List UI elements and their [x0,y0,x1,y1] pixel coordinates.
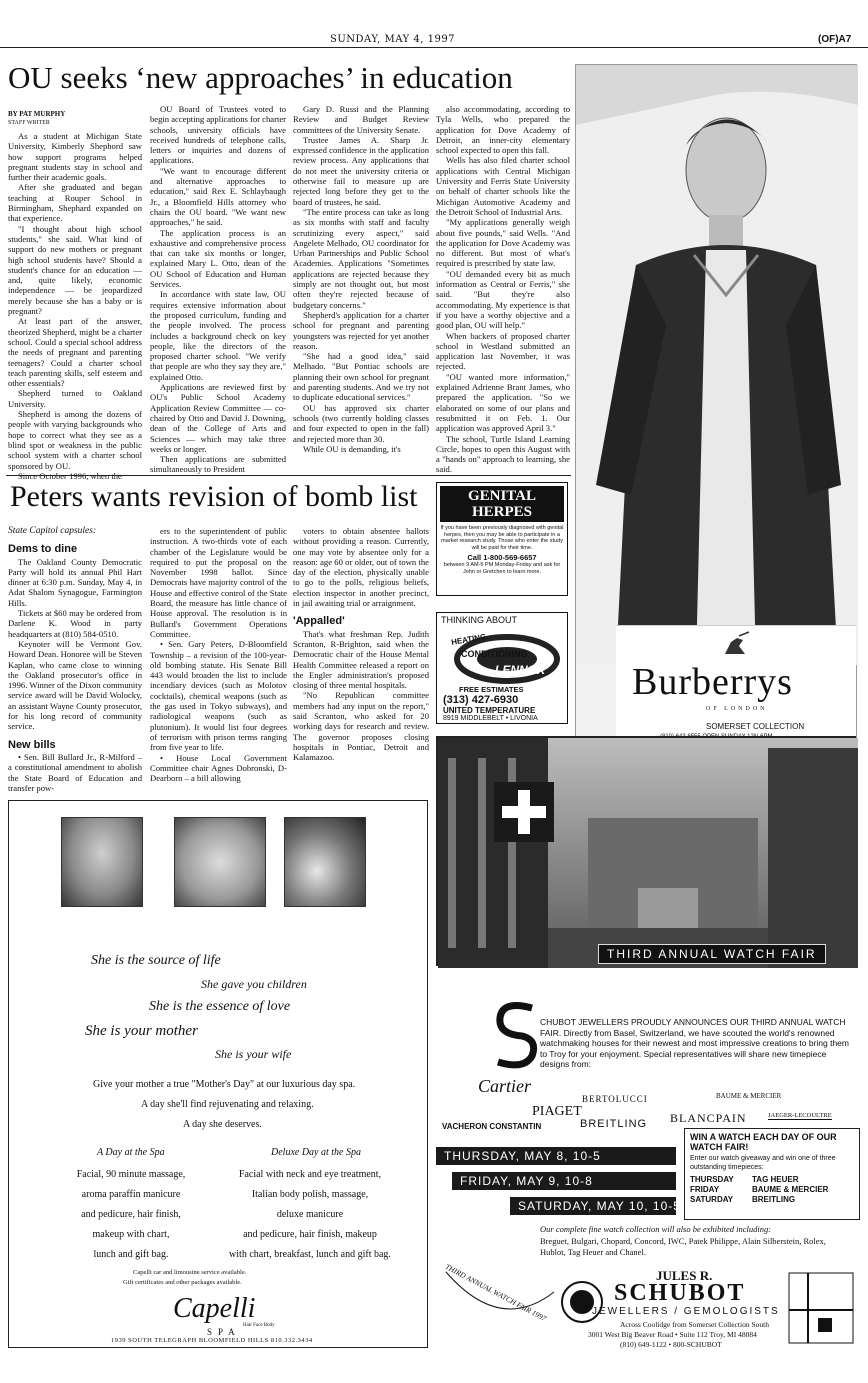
package-item: and pedicure, hair finish, makeup [243,1229,377,1240]
herpes-ad [436,482,568,596]
swiss-street-illustration [438,738,858,968]
package-item: makeup with chart, [92,1229,170,1240]
capelli-logo-sub: Hair Face Body [243,1323,275,1328]
poem-line-4: She is your mother [85,1023,198,1039]
headline-bomb-list: Peters wants revision of bomb list [10,480,418,513]
paragraph: OU Board of Trustees voted to begin accepting applications for charter schools, university officials have received hundreds of telephone calls, letters or inquiries and dozens of applications. [150,104,287,166]
paragraph: • Sen. Bill Bullard Jr., R-Milford – a constitutional amendment to abolish the State Board of Education and transfer pow- [8,751,142,793]
brand-blancpain: BLANCPAIN [670,1111,747,1125]
lennox-ad [436,612,568,724]
swiss-cross-icon [494,782,554,842]
paragraph: Keynoter will be Vermont Gov. Howard Dean. Honoree will be Steven Kaplan, who came close to winning the Oakland prosecutor's office in 1996. Winner of the Dixon community service award will be David Wolocky, an assistant Wayne County prosecutor, for his long record of community service. [8,638,142,732]
brand-jaeger: JAEGER-LECOULTRE [768,1112,832,1119]
package-item: Italian body polish, massage, [251,1189,369,1200]
paragraph: The school, Turtle Island Learning Circle, hopes to open this August with a "hands on" approach to learning, she said. [436,433,570,475]
package-item: and pedicure, hair finish, [81,1209,181,1220]
win-a-watch-box [684,1128,860,1220]
store-name-top: JULES R. [656,1268,713,1283]
paragraph: • House Local Government Committee chair Agnes Dobronski, D-Dearborn – a bill allowing [150,752,287,784]
article2-col-1 [8,526,142,836]
spa-fine-1: Capelli car and limousine service available. [133,1269,247,1276]
paragraph: "OU demanded every bit as much information as Central or Ferris," she said. "But they're also accommodating. My experience is that if you have a worthy objective and a good plan, OU will help." [436,268,570,331]
article2-col-3 [293,526,429,836]
paragraph: That's what freshman Rep. Judith Scranton, R-Brighton, said when the Democratic chair of the House Mental Health Committee released a report on the Engler administration's proposed closing of three mental hospitals. [293,628,429,691]
paragraph: The application process is an exhaustive and comprehensive process that can take six months or longer, explained Mary L. Otto, dean of the OU School of Education and Human Services. [150,227,286,290]
capitol-capsules-kicker: State Capitol capsules: [8,526,97,536]
article1-col-4 [436,104,570,475]
poem-line-2: She gave you children [201,977,307,991]
pkg2-list [205,1165,415,1265]
brand-bertolucci: BERTOLUCCI [582,1094,648,1104]
subhead: New bills [8,738,56,751]
article1-col-2 [150,104,287,475]
prize-brand: BREITLING [752,1195,796,1204]
date-friday: FRIDAY, MAY 9, 10-8 [452,1172,676,1190]
paragraph: After she graduated and began teaching at Rouper School in Birmingham, Shephard expanded on that experience. [8,182,142,224]
package-item: Facial, 90 minute massage, [76,1169,186,1180]
paragraph: ers to the superintendent of public instruction. A two-thirds vote of each chamber of the Legislature would be required to put the proposal on the November 1998 ballot. Since Democrats have majority control of the House and effective control of the State Board, the measure has little chance of House approval. The resolution is in Bullard's Government Operations Committee. [150,526,287,639]
page-number: (OF)A7 [818,34,852,45]
horse-knight-icon [721,632,751,658]
prize-row [690,1195,854,1205]
burberrys-sub: OF LONDON [706,706,768,712]
brand-breitling: BREITLING [580,1118,648,1130]
collection-brands: Breguet, Bulgari, Chopard, Concord, IWC, Patek Philippe, Alain Silberstein, Rolex, Hublot, Tag Heuer and Chanel. [540,1236,826,1257]
prize-day: SATURDAY [690,1195,734,1204]
date-thursday: THURSDAY, MAY 8, 10-5 [436,1147,676,1165]
lennox-company: UNITED TEMPERATURE [443,706,536,715]
herpes-title-2: HERPES [471,504,532,520]
paragraph: also accommodating, according to Tyla Wells, who prepared the application for Dove Academy of Detroit, an inner-city elementary school expected to open this fall. [436,104,570,156]
spa-photo-3 [284,817,366,907]
paragraph: Applications are reviewed first by OU's Public School Academy Application Review Committee — co-chaired by Otto and David J. Downing, dean of the College of Arts and Sciences — which may take three weeks or longer. [150,382,286,454]
paragraph: Shepherd turned to Oakland University. [8,388,142,409]
paragraph: voters to obtain absentee ballots without providing a reason. Currently, one may vote by absentee only for a reason: age 60 or older, out of town the day of the election, physically unable to go to the polls, religious beliefs, election inspector in another precinct, in jail awaiting trial or arraignment. [293,526,429,609]
prize-day: FRIDAY [690,1185,720,1194]
capelli-spa-ad [8,800,428,1348]
stamp-text: THIRD ANNUAL WATCH FAIR 1997 [443,1262,548,1323]
package-item: lunch and gift bag. [93,1249,169,1260]
lennox-brand: LENNOX [495,663,546,677]
paragraph: "I thought about high school students," she said. What kind of support do new mothers or pregnant high school students have? Should a student's chance for an education — and, quite likely, economic independence — be jeopardized merely because she has a baby or is pregnant? [8,223,142,317]
spa-photo-1 [61,817,143,907]
schubot-s-monogram-icon [492,1000,540,1070]
paragraph: At least part of the answer, theorized Shepherd, might be a charter school. Could a special school address the needs of pregnant and parenting teenagers? Could a charter school teach parenting skills, self esteem and other essentials? [8,316,142,389]
prize-row [690,1185,854,1195]
subhead: 'Appalled' [293,615,345,628]
section-rule [6,475,571,476]
package-item: Facial with neck and eye treatment, [238,1169,382,1180]
package-item: with chart, breakfast, lunch and gift bag. [229,1249,391,1260]
model-photo [576,65,858,665]
brand-cartier: Cartier [478,1076,532,1096]
herpes-hours: between 9 AM-5 PM Monday-Friday and ask for John or Gretchen to learn more. [443,562,561,575]
poem-line-3: She is the essence of love [149,999,291,1014]
package-item: aroma paraffin manicure [81,1189,181,1200]
paragraph: "She had a good idea," said Melhado. "But Pontiac schools are planning their own school for pregnant and parenting students. And we try not to duplicate educational services." [293,351,429,403]
article1-col-3 [293,104,429,468]
paragraph: "No Republican committee members had any input on the report," said Scranton, who asked for 20 working days for research and review. The governor proposes closing hospitals in Pontiac, Detroit and Kalamazoo. [293,690,429,763]
date-saturday: SATURDAY, MAY 10, 10-5 [510,1197,676,1215]
lennox-phone: (313) 427-6930 [443,694,519,706]
prize-brand: BAUME & MERCIER [752,1185,829,1194]
byline-role: STAFF WRITER [8,120,50,126]
headline-ou-charter: OU seeks ‘new approaches’ in education [8,60,513,95]
article1-col-1 [8,110,142,471]
spa-body-1: Give your mother a true "Mother's Day" at our luxurious day spa. [93,1079,356,1090]
win-title: WIN A WATCH EACH DAY OF OUR WATCH FAIR! [690,1132,837,1152]
paragraph: Wells has also filed charter school applications with Central Michigan University and Ferris State University on behalf of charter schools like the Michigan Automotive Academy and the Detroit School of Industrial Arts. [436,155,570,217]
spa-address: 1939 SOUTH TELEGRAPH BLOOMFIELD HILLS 810.332.3434 [111,1337,313,1344]
prize-day: THURSDAY [690,1175,734,1184]
lennox-conditioning: CONDITIONING [461,649,528,659]
lennox-free: FREE ESTIMATES [459,685,524,694]
store-addr-1: Across Coolidge from Somerset Collection South [620,1320,769,1329]
paragraph: Shepherd's application for a charter school for pregnant and parenting youngsters was rejected for yet another reason. [293,309,429,351]
pkg1-title: A Day at the Spa [97,1147,165,1158]
paragraph: Tickets at $60 may be ordered from Darlene K. Wood in party headquarters at (810) 584-0510. [8,608,142,639]
burberrys-wordmark: Burberrys [632,661,793,703]
brand-piaget: PIAGET [532,1104,582,1119]
store-addr-2: 3001 West Big Beaver Road • Suite 112 Troy, MI 48084 [588,1330,757,1339]
collection-note: Our complete fine watch collection will also be exhibited including: [540,1224,772,1234]
paragraph: "The entire process can take as long as six months with staff and faculty scrutinizing every aspect," said Angelete Melhado, OU coordinator for Urban Partnerships and Public School Academies. Applications "Sometimes applications are rejected because they simply are not thought out, but most often they're rejected because of budgetary concerns." [293,206,429,310]
pkg2-title: Deluxe Day at the Spa [271,1147,361,1158]
poem-line-5: She is your wife [215,1047,292,1061]
edition-date: SUNDAY, MAY 4, 1997 [330,34,456,45]
lennox-heating: HEATING [450,631,487,648]
spa-fine-2: Gift certificates and other packages available. [123,1279,242,1286]
watch-fair-photo [436,736,856,966]
paragraph: "My applications generally weigh about five pounds," said Wells. "And the application for Dove Academy was no different. But most of what's required is prescribed by state law. [436,217,570,269]
herpes-title-box [440,486,564,522]
brand-baume-mercier: BAUME & MERCIER [716,1092,782,1100]
prize-row [690,1175,854,1185]
store-name: SCHUBOT [614,1280,746,1306]
paragraph: As a student at Michigan State University, Kimberly Shephord saw how support programs helped pregnant students stay in school and further their academic goals. [8,131,142,183]
watch-fair-intro: CHUBOT JEWELLERS PROUDLY ANNOUNCES OUR THIRD ANNUAL WATCH FAIR. Directly from Basel, Switzerland, we have scouted the world's renowned watchmaking houses for their newest and most impressive creations to bring them to Troy for your enjoyment. Special representatives will share new timepiece designs from: [540,1017,849,1069]
paragraph: • Sen. Gary Peters, D-Bloomfield Township – a revision of the 100-year-old bombing statute. His Senate Bill 443 would broaden the list to include incendiary devices (such as Molotov cocktails), chemical weapons (such as the gas used in Tokyo subways), and radiological weapons (such as plutonium). It would list four degrees of terrorism with prison terms ranging from five year to life. [150,639,287,753]
burberrys-collection: SOMERSET COLLECTION [706,722,805,731]
paragraph: Gary D. Russi and the Planning Review and Budget Review committees of the University Senate. [293,104,429,135]
lennox-address: 8919 MIDDLEBELT • LIVONIA [443,715,538,722]
spa-body-3: A day she deserves. [183,1119,262,1130]
brand-vacheron: VACHERON CONSTANTIN [442,1122,542,1131]
herpes-body: If you have been previously diagnosed with genital herpes, then you may be able to participate in a market research study. Those who enter the study will be paid for their time. [440,525,564,551]
paragraph: The Oakland County Democratic Party will hold its annual Phil Hart dinner at 6:30 p.m. Sunday, May 4, in Adat Shalom Synagogue, Farmington Hills. [8,556,142,608]
poem-line-1: She is the source of life [91,953,221,968]
lennox-thinking: THINKING ABOUT [441,615,518,625]
paragraph: When backers of proposed charter school in Westland submitted an application last November, it was rejected. [436,330,570,372]
capelli-logo-spa: SPA [207,1327,241,1337]
prize-list [690,1175,854,1205]
package-item: deluxe manicure [276,1209,344,1220]
capelli-logo: Capelli [173,1293,256,1324]
spa-photo-2 [174,817,266,907]
subhead: Dems to dine [8,543,78,556]
watch-fair-banner: THIRD ANNUAL WATCH FAIR [598,944,826,964]
paragraph: "OU wanted more information," explained Adrienne Brant James, who prepared the application. "So we elaborated on some of our plans and resubmitted it on Feb. 1. Our application was approved April 3." [436,371,570,434]
paragraph: In accordance with state law, OU requires extensive information about the proposed curriculum, funding and the people involved. The process includes a background check on key people, like the directors of the proposed charter school. "We verify that people are who they say they are," explained Otto. [150,289,286,382]
paragraph: Shepherd is among the dozens of people with varying backgrounds who hope to correct what they see as a blind spot or weakness in the public school system with a charter school sponsored by OU. [8,409,142,471]
store-sub: JEWELLERS / GEMOLOGISTS [592,1306,780,1317]
paragraph: OU has approved six charter schools (two currently holding classes and four expected to open in the fall) and rejected more than 30. [293,402,429,444]
store-location-map [788,1272,854,1344]
pkg1-list [61,1165,201,1265]
store-addr-3: (810) 649-1122 • 800-SCHUBOT [620,1340,722,1349]
paragraph: "We want to encourage different and alternative approaches to education," said Rex E. Schlaybaugh Jr., a Bloomfield Hills attorney who chairs the OU board. "We want new approaches," he said. [150,165,286,228]
header-rule [0,47,868,48]
paragraph: Trustee James A. Sharp Jr. expressed confidence in the application review process. Any applications that do not meet the university criteria or otherwise fail to measure up are rejected long before they get to the board of trustees, he said. [293,134,429,207]
schubot-seal-icon [560,1280,604,1324]
paragraph: Then applications are submitted simultaneously to President [150,454,286,475]
herpes-title-1: GENITAL [467,488,537,504]
byline: BY PAT MURPHY [8,110,66,118]
herpes-call: Call 1-800-569-6657 [467,553,537,562]
spa-body-2: A day she'll find rejuvenating and relaxing. [141,1099,314,1110]
prize-brand: TAG HEUER [752,1175,799,1184]
article2-col-2 [150,526,287,836]
win-body: Enter our watch giveaway and win one of three outstanding timepieces: [690,1155,836,1171]
paragraph: While OU is demanding, it's [303,443,401,454]
burberrys-ad [575,64,857,769]
